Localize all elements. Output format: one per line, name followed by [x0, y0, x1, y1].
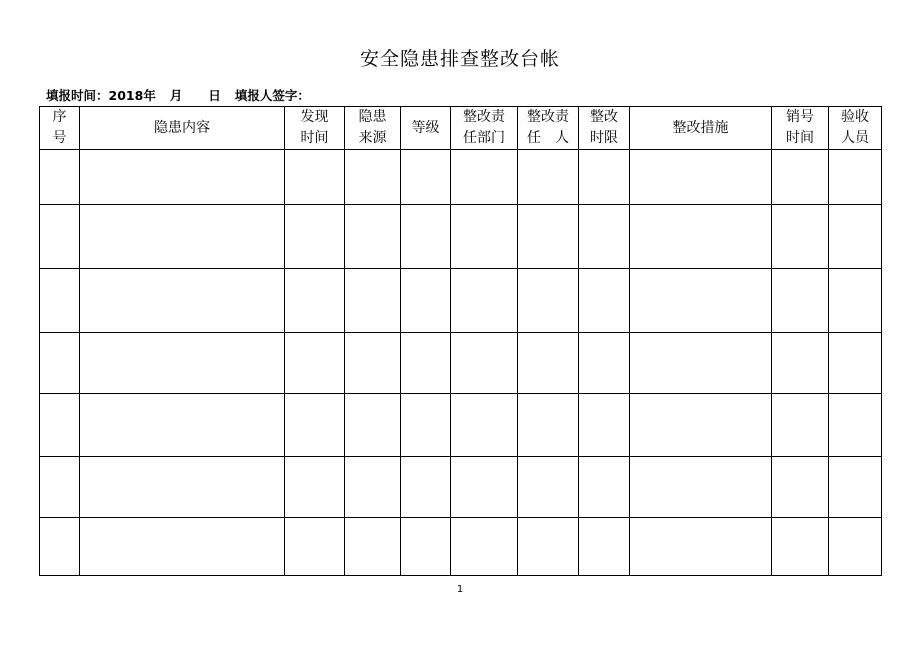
cell-acceptance-staff[interactable]: [829, 457, 882, 518]
cell-serial-number[interactable]: [40, 333, 80, 394]
page-number: 1: [456, 584, 464, 595]
cell-hazard-source[interactable]: [345, 518, 401, 576]
cell-hazard-source[interactable]: [345, 205, 401, 269]
cell-acceptance-staff[interactable]: [829, 269, 882, 333]
cell-hazard-content[interactable]: [80, 269, 285, 333]
table-row: [40, 394, 882, 457]
fill-year-unit: 年: [143, 88, 156, 103]
cell-grade[interactable]: [401, 518, 451, 576]
cell-responsible-person[interactable]: [518, 457, 579, 518]
cell-rectification-measures[interactable]: [630, 394, 772, 457]
header-responsible-department: 整改责 任部门: [451, 107, 518, 150]
cell-closure-time[interactable]: [772, 394, 829, 457]
cell-responsible-department[interactable]: [451, 150, 518, 205]
cell-rectification-deadline[interactable]: [579, 457, 630, 518]
cell-closure-time[interactable]: [772, 518, 829, 576]
cell-responsible-department[interactable]: [451, 205, 518, 269]
cell-acceptance-staff[interactable]: [829, 333, 882, 394]
cell-acceptance-staff[interactable]: [829, 518, 882, 576]
cell-hazard-content[interactable]: [80, 150, 285, 205]
cell-grade[interactable]: [401, 269, 451, 333]
cell-serial-number[interactable]: [40, 205, 80, 269]
cell-responsible-department[interactable]: [451, 269, 518, 333]
header-row: [40, 107, 882, 150]
table-row: [40, 269, 882, 333]
header-acceptance-staff: 验收 人员: [829, 107, 882, 150]
table-row: [40, 518, 882, 576]
header-serial-number: 序 号: [40, 107, 80, 150]
cell-grade[interactable]: [401, 333, 451, 394]
cell-serial-number[interactable]: [40, 269, 80, 333]
cell-rectification-deadline[interactable]: [579, 518, 630, 576]
cell-discovery-time[interactable]: [285, 269, 345, 333]
fill-year-value: 2018: [108, 88, 144, 103]
cell-grade[interactable]: [401, 394, 451, 457]
cell-acceptance-staff[interactable]: [829, 394, 882, 457]
cell-responsible-person[interactable]: [518, 333, 579, 394]
cell-rectification-measures[interactable]: [630, 518, 772, 576]
cell-rectification-measures[interactable]: [630, 150, 772, 205]
cell-grade[interactable]: [401, 457, 451, 518]
header-discovery-time: 发现 时间: [285, 107, 345, 150]
cell-responsible-department[interactable]: [451, 394, 518, 457]
cell-serial-number[interactable]: [40, 518, 80, 576]
cell-responsible-department[interactable]: [451, 518, 518, 576]
cell-rectification-measures[interactable]: [630, 205, 772, 269]
table-row: [40, 205, 882, 269]
cell-rectification-measures[interactable]: [630, 457, 772, 518]
cell-responsible-person[interactable]: [518, 269, 579, 333]
cell-discovery-time[interactable]: [285, 150, 345, 205]
cell-hazard-content[interactable]: [80, 457, 285, 518]
cell-responsible-person[interactable]: [518, 205, 579, 269]
table-row: [40, 150, 882, 205]
cell-discovery-time[interactable]: [285, 205, 345, 269]
signer-label: 填报人签字：: [234, 88, 310, 103]
cell-rectification-deadline[interactable]: [579, 394, 630, 457]
cell-rectification-deadline[interactable]: [579, 150, 630, 205]
hazard-ledger-table: [39, 106, 882, 576]
header-hazard-content: 隐患内容: [80, 107, 285, 150]
cell-acceptance-staff[interactable]: [829, 150, 882, 205]
document-title: 安全隐患排查整改台帐: [359, 48, 560, 70]
cell-hazard-content[interactable]: [80, 394, 285, 457]
cell-hazard-source[interactable]: [345, 150, 401, 205]
cell-rectification-measures[interactable]: [630, 269, 772, 333]
cell-grade[interactable]: [401, 150, 451, 205]
cell-rectification-measures[interactable]: [630, 333, 772, 394]
cell-closure-time[interactable]: [772, 205, 829, 269]
cell-rectification-deadline[interactable]: [579, 333, 630, 394]
cell-closure-time[interactable]: [772, 269, 829, 333]
table-row: [40, 333, 882, 394]
header-closure-time: 销号 时间: [772, 107, 829, 150]
cell-rectification-deadline[interactable]: [579, 269, 630, 333]
header-rectification-measures: 整改措施: [630, 107, 772, 150]
header-hazard-source: 隐患 来源: [345, 107, 401, 150]
cell-responsible-department[interactable]: [451, 333, 518, 394]
fill-month-unit: 月: [169, 88, 183, 103]
cell-serial-number[interactable]: [40, 394, 80, 457]
header-rectification-deadline: 整改 时限: [579, 107, 630, 150]
cell-serial-number[interactable]: [40, 150, 80, 205]
fill-day-unit: 日: [208, 88, 221, 103]
fill-info-line: [46, 86, 310, 104]
cell-hazard-content[interactable]: [80, 518, 285, 576]
cell-hazard-content[interactable]: [80, 333, 285, 394]
cell-responsible-person[interactable]: [518, 394, 579, 457]
cell-discovery-time[interactable]: [285, 518, 345, 576]
cell-responsible-person[interactable]: [518, 518, 579, 576]
cell-hazard-source[interactable]: [345, 269, 401, 333]
cell-closure-time[interactable]: [772, 333, 829, 394]
header-responsible-person: 整改责 任 人: [518, 107, 579, 150]
cell-hazard-source[interactable]: [345, 394, 401, 457]
header-grade: 等级: [401, 107, 451, 150]
cell-closure-time[interactable]: [772, 457, 829, 518]
cell-responsible-department[interactable]: [451, 457, 518, 518]
cell-closure-time[interactable]: [772, 150, 829, 205]
cell-hazard-content[interactable]: [80, 205, 285, 269]
cell-discovery-time[interactable]: [285, 457, 345, 518]
cell-hazard-source[interactable]: [345, 457, 401, 518]
cell-rectification-deadline[interactable]: [579, 205, 630, 269]
cell-responsible-person[interactable]: [518, 150, 579, 205]
cell-serial-number[interactable]: [40, 457, 80, 518]
table-row: [40, 457, 882, 518]
cell-discovery-time[interactable]: [285, 394, 345, 457]
fill-time-label: 填报时间：: [46, 88, 109, 103]
cell-hazard-source[interactable]: [345, 333, 401, 394]
cell-discovery-time[interactable]: [285, 333, 345, 394]
cell-acceptance-staff[interactable]: [829, 205, 882, 269]
cell-grade[interactable]: [401, 205, 451, 269]
